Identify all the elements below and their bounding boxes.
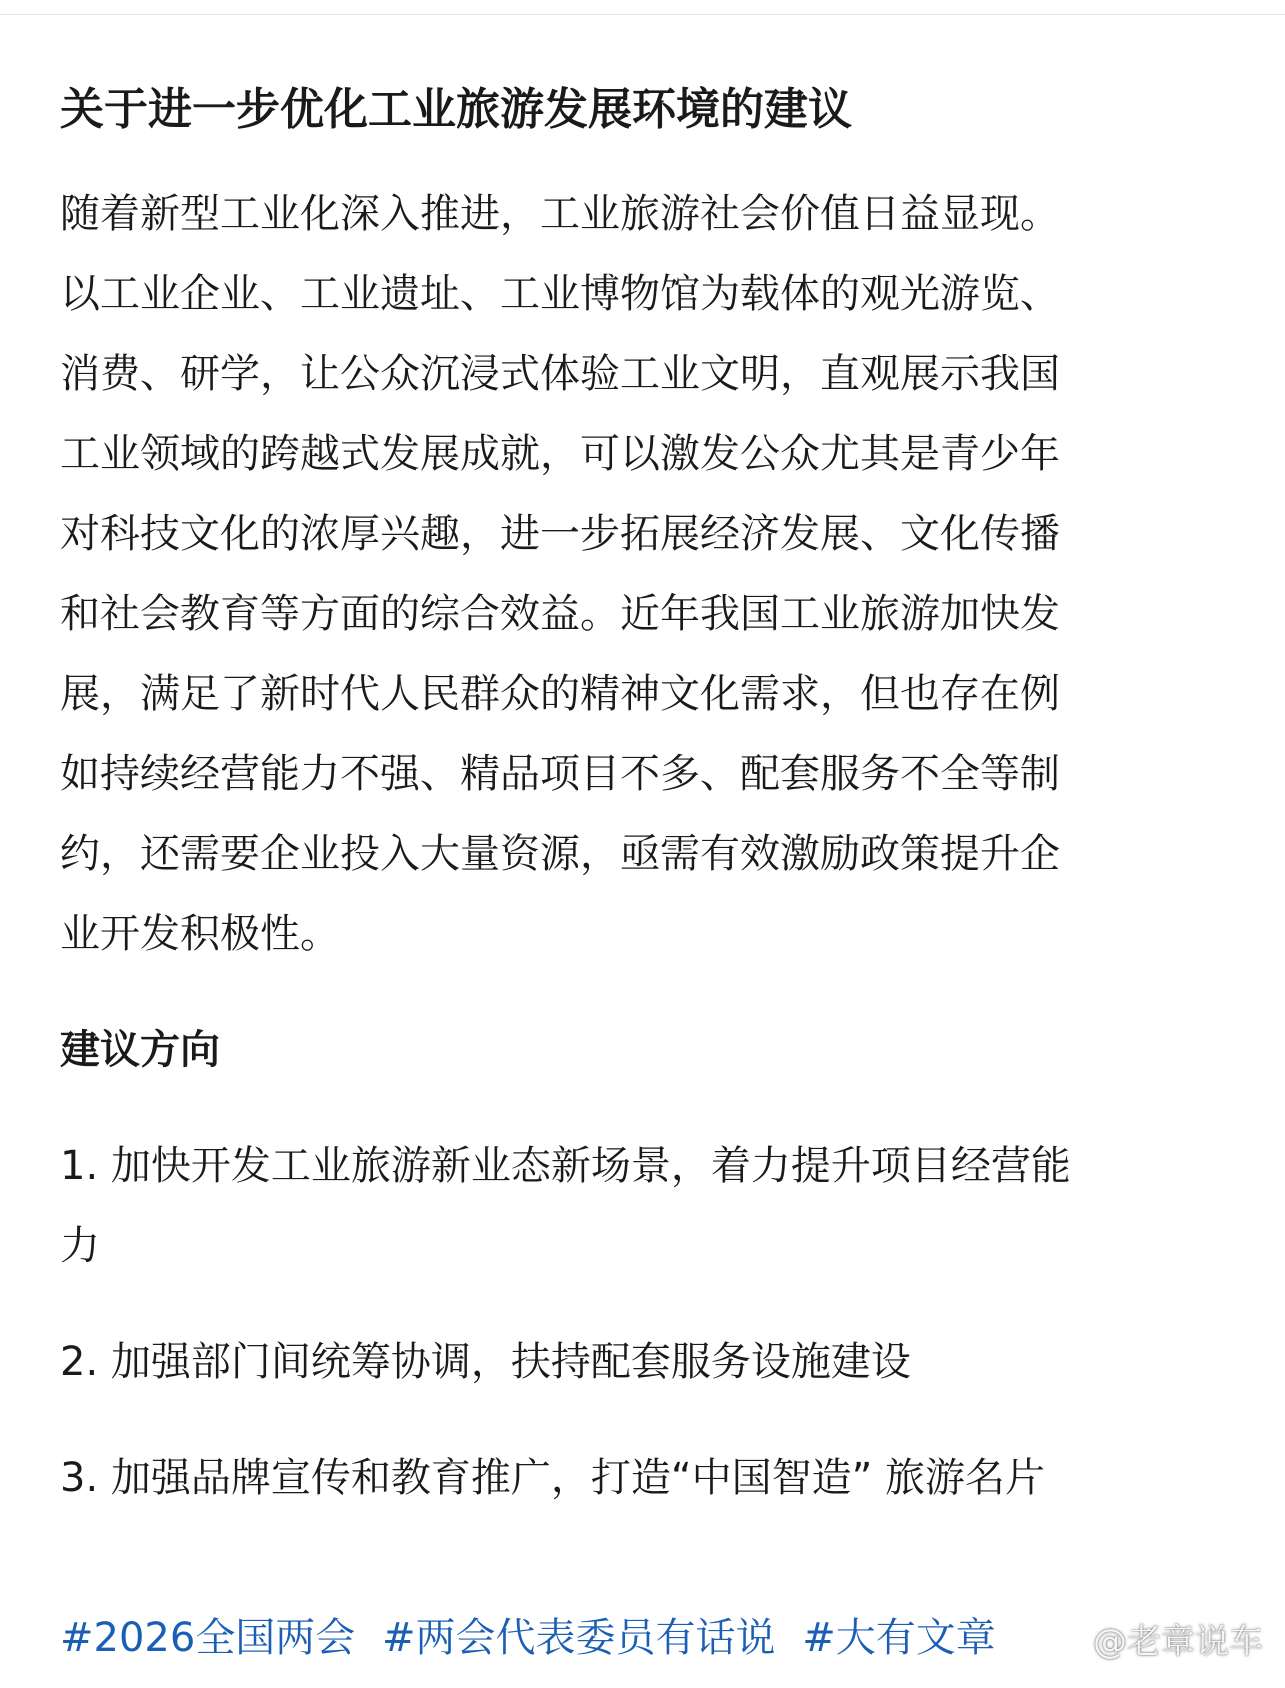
paragraph-line: 约，还需要企业投入大量资源，亟需有效激励政策提升企 — [60, 831, 1060, 877]
paragraph-line: 随着新型工业化深入推进，工业旅游社会价值日益显现。 — [60, 191, 1060, 237]
top-divider — [0, 14, 1285, 15]
list-item-line: 2. 加强部门间统筹协调，扶持配套服务设施建设 — [60, 1339, 911, 1385]
list-item-line: 3. 加强品牌宣传和教育推广，打造“中国智造” 旅游名片 — [60, 1455, 1046, 1501]
weibo-icon — [1055, 1618, 1089, 1652]
paragraph-line: 工业领域的跨越式发展成就，可以激发公众尤其是青少年 — [60, 431, 1060, 477]
paragraph-line: 如持续经营能力不强、精品项目不多、配套服务不全等制 — [60, 751, 1060, 797]
intro-paragraph — [60, 174, 1260, 974]
list-item-line: 1. 加快开发工业旅游新业态新场景，着力提升项目经营能 — [60, 1143, 1071, 1189]
paragraph-line: 消费、研学，让公众沉浸式体验工业文明，直观展示我国 — [60, 351, 1060, 397]
article-body — [60, 70, 1260, 1554]
list-item — [60, 1322, 1260, 1402]
paragraph-line: 业开发积极性。 — [60, 911, 340, 957]
hashtag-link[interactable]: #大有文章 — [802, 1615, 996, 1661]
hashtag-link[interactable]: #2026全国两会 — [60, 1615, 356, 1661]
article-title: 关于进一步优化工业旅游发展环境的建议 — [60, 84, 852, 135]
list-item — [60, 1438, 1260, 1518]
list-item — [60, 1126, 1260, 1286]
list-item-line: 力 — [60, 1223, 100, 1269]
hashtag-row — [60, 1598, 1010, 1678]
hashtag-link[interactable]: #两会代表委员有话说 — [382, 1615, 776, 1661]
paragraph-line: 以工业企业、工业遗址、工业博物馆为载体的观光游览、 — [60, 271, 1060, 317]
paragraph-line: 和社会教育等方面的综合效益。近年我国工业旅游加快发 — [60, 591, 1060, 637]
paragraph-line: 对科技文化的浓厚兴趣，进一步拓展经济发展、文化传播 — [60, 511, 1060, 557]
watermark-text: @老章说车 — [1093, 1622, 1263, 1662]
suggestion-list — [60, 1126, 1260, 1518]
paragraph-line: 展，满足了新时代人民群众的精神文化需求，但也存在例 — [60, 671, 1060, 717]
section-heading: 建议方向 — [60, 1027, 220, 1073]
watermark — [1055, 1612, 1263, 1672]
